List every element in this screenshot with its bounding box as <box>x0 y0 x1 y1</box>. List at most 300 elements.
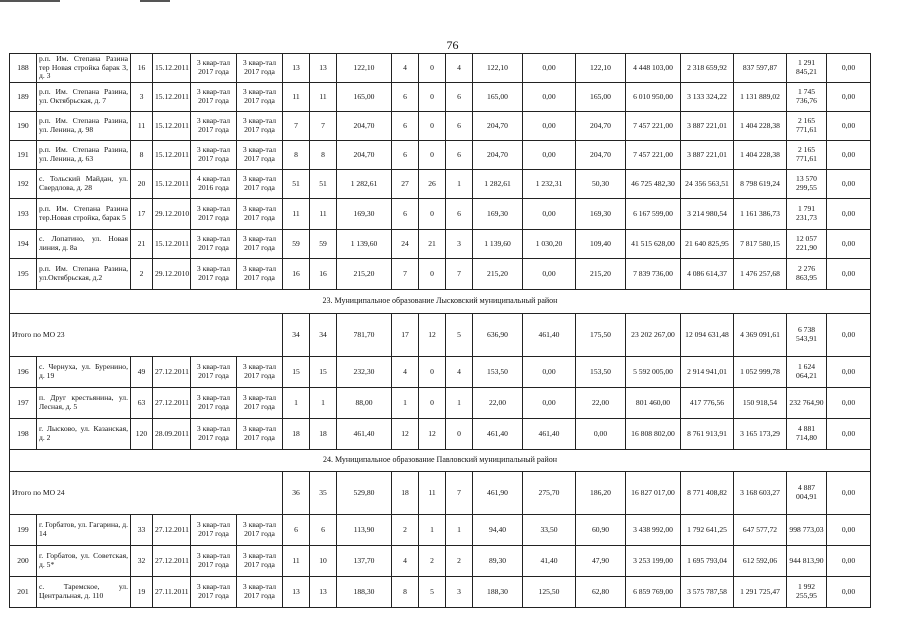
address-cell: с. Чернуха, ул. Буренино, д. 19 <box>37 357 131 388</box>
row-number-cell: 199 <box>10 515 37 546</box>
rooms-municipal-cell: 1 <box>446 170 473 199</box>
area-municipal-cell: 60,90 <box>576 515 626 546</box>
actual-date-cell: 3 квар-тал 2017 года <box>237 170 283 199</box>
rooms-total-cell: 6 <box>392 141 419 170</box>
address-cell: г. Лысково, ул. Казанская, д. 2 <box>37 419 131 450</box>
section-title: 23. Муниципальное образование Лысковский муниципальный район <box>10 290 871 314</box>
doc-number-cell: 32 <box>131 546 153 577</box>
area-owned-cell: 0,00 <box>523 141 576 170</box>
rooms-owned-cell: 0 <box>419 54 446 83</box>
local-share-cell: 13 570 299,55 <box>787 170 827 199</box>
cost-total-cell: 6 010 950,00 <box>626 83 681 112</box>
actual-date-cell: 3 квар-тал 2017 года <box>237 199 283 230</box>
area-resettled-cell: 165,00 <box>473 83 523 112</box>
total-value-cell: 175,50 <box>576 314 626 357</box>
total-value-cell: 0,00 <box>827 314 871 357</box>
doc-number-cell: 11 <box>131 112 153 141</box>
rooms-municipal-cell: 6 <box>446 141 473 170</box>
row-number-cell: 201 <box>10 577 37 608</box>
region-share-cell: 7 817 580,15 <box>734 230 787 259</box>
area-total-cell: 204,70 <box>337 112 392 141</box>
row-number-cell: 192 <box>10 170 37 199</box>
other-share-cell: 0,00 <box>827 141 871 170</box>
area-total-cell: 113,90 <box>337 515 392 546</box>
area-municipal-cell: 109,40 <box>576 230 626 259</box>
table-row <box>10 357 871 388</box>
area-owned-cell: 0,00 <box>523 388 576 419</box>
local-share-cell: 944 813,90 <box>787 546 827 577</box>
other-share-cell: 0,00 <box>827 54 871 83</box>
local-share-cell: 2 165 771,61 <box>787 112 827 141</box>
rooms-owned-cell: 0 <box>419 259 446 290</box>
total-value-cell: 461,90 <box>473 472 523 515</box>
row-number-cell: 197 <box>10 388 37 419</box>
total-value-cell: 636,90 <box>473 314 523 357</box>
fund-share-cell: 24 356 563,51 <box>681 170 734 199</box>
row-number-cell: 194 <box>10 230 37 259</box>
area-resettled-cell: 122,10 <box>473 54 523 83</box>
other-share-cell: 0,00 <box>827 259 871 290</box>
area-municipal-cell: 47,90 <box>576 546 626 577</box>
doc-date-cell: 15.12.2011 <box>153 112 191 141</box>
local-share-cell: 1 745 736,76 <box>787 83 827 112</box>
cost-total-cell: 6 859 769,00 <box>626 577 681 608</box>
rooms-total-cell: 12 <box>392 419 419 450</box>
actual-date-cell: 3 квар-тал 2017 года <box>237 419 283 450</box>
doc-date-cell: 27.11.2011 <box>153 577 191 608</box>
cost-total-cell: 3 253 199,00 <box>626 546 681 577</box>
cost-total-cell: 16 808 802,00 <box>626 419 681 450</box>
fund-share-cell: 1 792 641,25 <box>681 515 734 546</box>
address-cell: с. Тольский Майдан, ул. Свердлова, д. 28 <box>37 170 131 199</box>
fund-share-cell: 417 776,56 <box>681 388 734 419</box>
row-number-cell: 195 <box>10 259 37 290</box>
residents-count-cell: 8 <box>283 141 310 170</box>
fund-share-cell: 3 575 787,58 <box>681 577 734 608</box>
fund-share-cell: 3 214 980,54 <box>681 199 734 230</box>
cost-total-cell: 801 460,00 <box>626 388 681 419</box>
total-value-cell: 275,70 <box>523 472 576 515</box>
section-header <box>10 450 871 472</box>
area-resettled-cell: 169,30 <box>473 199 523 230</box>
region-share-cell: 1 291 725,47 <box>734 577 787 608</box>
doc-date-cell: 27.12.2011 <box>153 546 191 577</box>
area-total-cell: 232,30 <box>337 357 392 388</box>
table-row <box>10 141 871 170</box>
residents-count-cell: 18 <box>283 419 310 450</box>
rooms-municipal-cell: 6 <box>446 83 473 112</box>
doc-number-cell: 19 <box>131 577 153 608</box>
plan-date-cell: 3 квар-тал 2017 года <box>191 199 237 230</box>
area-owned-cell: 461,40 <box>523 419 576 450</box>
doc-number-cell: 16 <box>131 54 153 83</box>
area-resettled-cell: 153,50 <box>473 357 523 388</box>
rooms-owned-cell: 0 <box>419 388 446 419</box>
table-row <box>10 419 871 450</box>
residents-count-cell: 13 <box>283 54 310 83</box>
plan-date-cell: 3 квар-тал 2017 года <box>191 83 237 112</box>
region-share-cell: 647 577,72 <box>734 515 787 546</box>
area-municipal-cell: 50,30 <box>576 170 626 199</box>
residents-count-2-cell: 8 <box>310 141 337 170</box>
total-value-cell: 23 202 267,00 <box>626 314 681 357</box>
area-resettled-cell: 188,30 <box>473 577 523 608</box>
rooms-owned-cell: 0 <box>419 112 446 141</box>
cost-total-cell: 7 457 221,00 <box>626 141 681 170</box>
area-total-cell: 137,70 <box>337 546 392 577</box>
actual-date-cell: 3 квар-тал 2017 года <box>237 230 283 259</box>
table-row <box>10 577 871 608</box>
fund-share-cell: 8 761 913,91 <box>681 419 734 450</box>
total-value-cell: 5 <box>446 314 473 357</box>
table-row <box>10 54 871 83</box>
table-row <box>10 230 871 259</box>
total-value-cell: 11 <box>419 472 446 515</box>
total-value-cell: 16 827 017,00 <box>626 472 681 515</box>
area-resettled-cell: 215,20 <box>473 259 523 290</box>
residents-count-2-cell: 10 <box>310 546 337 577</box>
doc-number-cell: 21 <box>131 230 153 259</box>
plan-date-cell: 3 квар-тал 2017 года <box>191 259 237 290</box>
table-row <box>10 259 871 290</box>
rooms-municipal-cell: 6 <box>446 199 473 230</box>
rooms-total-cell: 6 <box>392 83 419 112</box>
residents-count-2-cell: 11 <box>310 199 337 230</box>
actual-date-cell: 3 квар-тал 2017 года <box>237 54 283 83</box>
rooms-owned-cell: 0 <box>419 199 446 230</box>
row-number-cell: 189 <box>10 83 37 112</box>
address-cell: с. Таремское, ул. Центральная, д. 110 <box>37 577 131 608</box>
area-total-cell: 1 139,60 <box>337 230 392 259</box>
area-municipal-cell: 215,20 <box>576 259 626 290</box>
residents-count-cell: 7 <box>283 112 310 141</box>
area-owned-cell: 33,50 <box>523 515 576 546</box>
region-share-cell: 612 592,06 <box>734 546 787 577</box>
rooms-total-cell: 8 <box>392 577 419 608</box>
address-cell: р.п. Им. Степана Разина, ул.Октябрьская, д.2 <box>37 259 131 290</box>
residents-count-2-cell: 13 <box>310 54 337 83</box>
area-municipal-cell: 122,10 <box>576 54 626 83</box>
housing-program-table <box>9 53 871 608</box>
area-total-cell: 122,10 <box>337 54 392 83</box>
area-owned-cell: 0,00 <box>523 259 576 290</box>
region-share-cell: 1 404 228,38 <box>734 112 787 141</box>
fund-share-cell: 2 914 941,01 <box>681 357 734 388</box>
plan-date-cell: 3 квар-тал 2017 года <box>191 419 237 450</box>
total-value-cell: 8 771 408,82 <box>681 472 734 515</box>
other-share-cell: 0,00 <box>827 546 871 577</box>
area-total-cell: 1 282,61 <box>337 170 392 199</box>
plan-date-cell: 3 квар-тал 2017 года <box>191 54 237 83</box>
residents-count-cell: 16 <box>283 259 310 290</box>
total-value-cell: 4 369 091,61 <box>734 314 787 357</box>
total-value-cell: 529,80 <box>337 472 392 515</box>
area-municipal-cell: 204,70 <box>576 141 626 170</box>
rooms-total-cell: 4 <box>392 546 419 577</box>
doc-date-cell: 27.12.2011 <box>153 357 191 388</box>
area-resettled-cell: 1 282,61 <box>473 170 523 199</box>
table-row <box>10 83 871 112</box>
row-number-cell: 188 <box>10 54 37 83</box>
area-owned-cell: 41,40 <box>523 546 576 577</box>
cost-total-cell: 7 839 736,00 <box>626 259 681 290</box>
residents-count-cell: 15 <box>283 357 310 388</box>
total-row <box>10 472 871 515</box>
residents-count-cell: 13 <box>283 577 310 608</box>
fund-share-cell: 3 133 324,22 <box>681 83 734 112</box>
table-row <box>10 388 871 419</box>
total-row <box>10 314 871 357</box>
rooms-owned-cell: 26 <box>419 170 446 199</box>
local-share-cell: 1 291 845,21 <box>787 54 827 83</box>
doc-number-cell: 49 <box>131 357 153 388</box>
row-number-cell: 191 <box>10 141 37 170</box>
other-share-cell: 0,00 <box>827 112 871 141</box>
area-resettled-cell: 22,00 <box>473 388 523 419</box>
residents-count-2-cell: 11 <box>310 83 337 112</box>
residents-count-cell: 11 <box>283 199 310 230</box>
area-municipal-cell: 0,00 <box>576 419 626 450</box>
doc-number-cell: 20 <box>131 170 153 199</box>
region-share-cell: 1 404 228,38 <box>734 141 787 170</box>
row-number-cell: 200 <box>10 546 37 577</box>
row-number-cell: 193 <box>10 199 37 230</box>
doc-date-cell: 29.12.2010 <box>153 259 191 290</box>
fund-share-cell: 3 887 221,01 <box>681 141 734 170</box>
doc-date-cell: 27.12.2011 <box>153 388 191 419</box>
cost-total-cell: 6 167 599,00 <box>626 199 681 230</box>
rooms-owned-cell: 0 <box>419 357 446 388</box>
total-value-cell: 7 <box>446 472 473 515</box>
doc-date-cell: 15.12.2011 <box>153 83 191 112</box>
area-owned-cell: 1 030,20 <box>523 230 576 259</box>
local-share-cell: 998 773,03 <box>787 515 827 546</box>
section-header <box>10 290 871 314</box>
row-number-cell: 196 <box>10 357 37 388</box>
area-municipal-cell: 22,00 <box>576 388 626 419</box>
area-total-cell: 165,00 <box>337 83 392 112</box>
total-label: Итого по МО 24 <box>10 472 283 515</box>
area-resettled-cell: 89,30 <box>473 546 523 577</box>
local-share-cell: 1 624 064,21 <box>787 357 827 388</box>
residents-count-2-cell: 16 <box>310 259 337 290</box>
rooms-total-cell: 24 <box>392 230 419 259</box>
rooms-owned-cell: 2 <box>419 546 446 577</box>
rooms-total-cell: 27 <box>392 170 419 199</box>
plan-date-cell: 3 квар-тал 2017 года <box>191 112 237 141</box>
area-resettled-cell: 461,40 <box>473 419 523 450</box>
doc-number-cell: 17 <box>131 199 153 230</box>
rooms-municipal-cell: 6 <box>446 112 473 141</box>
total-value-cell: 4 887 004,91 <box>787 472 827 515</box>
row-number-cell: 190 <box>10 112 37 141</box>
rooms-municipal-cell: 3 <box>446 230 473 259</box>
total-value-cell: 17 <box>392 314 419 357</box>
table-row <box>10 515 871 546</box>
rooms-municipal-cell: 1 <box>446 388 473 419</box>
local-share-cell: 12 057 221,90 <box>787 230 827 259</box>
actual-date-cell: 3 квар-тал 2017 года <box>237 515 283 546</box>
total-value-cell: 18 <box>392 472 419 515</box>
area-total-cell: 169,30 <box>337 199 392 230</box>
area-owned-cell: 0,00 <box>523 83 576 112</box>
local-share-cell: 2 165 771,61 <box>787 141 827 170</box>
total-value-cell: 34 <box>310 314 337 357</box>
residents-count-2-cell: 1 <box>310 388 337 419</box>
rooms-owned-cell: 0 <box>419 83 446 112</box>
other-share-cell: 0,00 <box>827 419 871 450</box>
rooms-municipal-cell: 2 <box>446 546 473 577</box>
residents-count-cell: 11 <box>283 546 310 577</box>
residents-count-cell: 51 <box>283 170 310 199</box>
rooms-municipal-cell: 4 <box>446 357 473 388</box>
doc-date-cell: 15.12.2011 <box>153 170 191 199</box>
fund-share-cell: 3 887 221,01 <box>681 112 734 141</box>
region-share-cell: 837 597,87 <box>734 54 787 83</box>
rooms-total-cell: 6 <box>392 112 419 141</box>
total-value-cell: 0,00 <box>827 472 871 515</box>
region-share-cell: 1 052 999,78 <box>734 357 787 388</box>
rooms-municipal-cell: 7 <box>446 259 473 290</box>
rooms-total-cell: 2 <box>392 515 419 546</box>
residents-count-cell: 59 <box>283 230 310 259</box>
address-cell: с. Лопатино, ул. Новая линия, д. 8а <box>37 230 131 259</box>
row-number-cell: 198 <box>10 419 37 450</box>
fund-share-cell: 4 086 614,37 <box>681 259 734 290</box>
local-share-cell: 4 881 714,80 <box>787 419 827 450</box>
area-municipal-cell: 169,30 <box>576 199 626 230</box>
other-share-cell: 0,00 <box>827 170 871 199</box>
area-owned-cell: 0,00 <box>523 357 576 388</box>
actual-date-cell: 3 квар-тал 2017 года <box>237 112 283 141</box>
address-cell: р.п. Им. Степана Разина, ул. Ленина, д. 63 <box>37 141 131 170</box>
actual-date-cell: 3 квар-тал 2017 года <box>237 357 283 388</box>
total-value-cell: 12 094 631,48 <box>681 314 734 357</box>
residents-count-2-cell: 15 <box>310 357 337 388</box>
address-cell: р.п. Им. Степана Разина тер.Новая стройка, барак 5 <box>37 199 131 230</box>
page-number: 76 <box>446 38 459 52</box>
table-row <box>10 112 871 141</box>
doc-number-cell: 120 <box>131 419 153 450</box>
doc-date-cell: 15.12.2011 <box>153 230 191 259</box>
doc-date-cell: 27.12.2011 <box>153 515 191 546</box>
plan-date-cell: 3 квар-тал 2017 года <box>191 577 237 608</box>
actual-date-cell: 3 квар-тал 2017 года <box>237 388 283 419</box>
area-total-cell: 215,20 <box>337 259 392 290</box>
residents-count-2-cell: 51 <box>310 170 337 199</box>
actual-date-cell: 3 квар-тал 2017 года <box>237 141 283 170</box>
rooms-owned-cell: 5 <box>419 577 446 608</box>
area-total-cell: 88,00 <box>337 388 392 419</box>
table-row <box>10 170 871 199</box>
local-share-cell: 232 764,90 <box>787 388 827 419</box>
region-share-cell: 1 161 386,73 <box>734 199 787 230</box>
area-owned-cell: 0,00 <box>523 199 576 230</box>
address-cell: р.п. Им. Степана Разина, ул. Октябрьская, д. 7 <box>37 83 131 112</box>
cost-total-cell: 46 725 482,30 <box>626 170 681 199</box>
doc-number-cell: 33 <box>131 515 153 546</box>
total-value-cell: 781,70 <box>337 314 392 357</box>
residents-count-2-cell: 6 <box>310 515 337 546</box>
area-municipal-cell: 153,50 <box>576 357 626 388</box>
plan-date-cell: 4 квар-тал 2016 года <box>191 170 237 199</box>
area-owned-cell: 0,00 <box>523 112 576 141</box>
total-value-cell: 36 <box>283 472 310 515</box>
total-label: Итого по МО 23 <box>10 314 283 357</box>
region-share-cell: 1 131 889,02 <box>734 83 787 112</box>
cost-total-cell: 41 515 628,00 <box>626 230 681 259</box>
doc-number-cell: 3 <box>131 83 153 112</box>
rooms-total-cell: 1 <box>392 388 419 419</box>
residents-count-cell: 11 <box>283 83 310 112</box>
doc-date-cell: 28.09.2011 <box>153 419 191 450</box>
fund-share-cell: 2 318 659,92 <box>681 54 734 83</box>
rooms-municipal-cell: 3 <box>446 577 473 608</box>
plan-date-cell: 3 квар-тал 2017 года <box>191 357 237 388</box>
address-cell: п. Друг крестьянина, ул. Лесная, д. 5 <box>37 388 131 419</box>
doc-date-cell: 15.12.2011 <box>153 54 191 83</box>
cost-total-cell: 5 592 005,00 <box>626 357 681 388</box>
doc-date-cell: 29.12.2010 <box>153 199 191 230</box>
area-owned-cell: 1 232,31 <box>523 170 576 199</box>
table-row <box>10 546 871 577</box>
area-total-cell: 461,40 <box>337 419 392 450</box>
residents-count-2-cell: 13 <box>310 577 337 608</box>
local-share-cell: 1 791 231,73 <box>787 199 827 230</box>
address-cell: г. Горбатов, ул. Советская, д. 5* <box>37 546 131 577</box>
residents-count-2-cell: 18 <box>310 419 337 450</box>
residents-count-2-cell: 7 <box>310 112 337 141</box>
cost-total-cell: 7 457 221,00 <box>626 112 681 141</box>
doc-number-cell: 63 <box>131 388 153 419</box>
region-share-cell: 8 798 619,24 <box>734 170 787 199</box>
fund-share-cell: 21 640 825,95 <box>681 230 734 259</box>
address-cell: р.п. Им. Степана Разина, ул. Ленина, д. 98 <box>37 112 131 141</box>
residents-count-2-cell: 59 <box>310 230 337 259</box>
top-rule-left <box>0 0 60 2</box>
other-share-cell: 0,00 <box>827 357 871 388</box>
actual-date-cell: 3 квар-тал 2017 года <box>237 83 283 112</box>
address-cell: р.п. Им. Степана Разина тер Новая стройка барак 3, д. 3 <box>37 54 131 83</box>
plan-date-cell: 3 квар-тал 2017 года <box>191 230 237 259</box>
rooms-total-cell: 4 <box>392 357 419 388</box>
rooms-municipal-cell: 0 <box>446 419 473 450</box>
area-resettled-cell: 204,70 <box>473 141 523 170</box>
area-municipal-cell: 204,70 <box>576 112 626 141</box>
other-share-cell: 0,00 <box>827 199 871 230</box>
rooms-owned-cell: 12 <box>419 419 446 450</box>
cost-total-cell: 3 438 992,00 <box>626 515 681 546</box>
rooms-owned-cell: 21 <box>419 230 446 259</box>
area-resettled-cell: 204,70 <box>473 112 523 141</box>
area-municipal-cell: 165,00 <box>576 83 626 112</box>
area-resettled-cell: 1 139,60 <box>473 230 523 259</box>
rooms-owned-cell: 0 <box>419 141 446 170</box>
actual-date-cell: 3 квар-тал 2017 года <box>237 577 283 608</box>
total-value-cell: 6 738 543,91 <box>787 314 827 357</box>
area-owned-cell: 0,00 <box>523 54 576 83</box>
total-value-cell: 186,20 <box>576 472 626 515</box>
plan-date-cell: 3 квар-тал 2017 года <box>191 141 237 170</box>
rooms-owned-cell: 1 <box>419 515 446 546</box>
rooms-total-cell: 6 <box>392 199 419 230</box>
residents-count-cell: 6 <box>283 515 310 546</box>
total-value-cell: 3 168 603,27 <box>734 472 787 515</box>
rooms-total-cell: 4 <box>392 54 419 83</box>
region-share-cell: 150 918,54 <box>734 388 787 419</box>
area-owned-cell: 125,50 <box>523 577 576 608</box>
section-title: 24. Муниципальное образование Павловский муниципальный район <box>10 450 871 472</box>
